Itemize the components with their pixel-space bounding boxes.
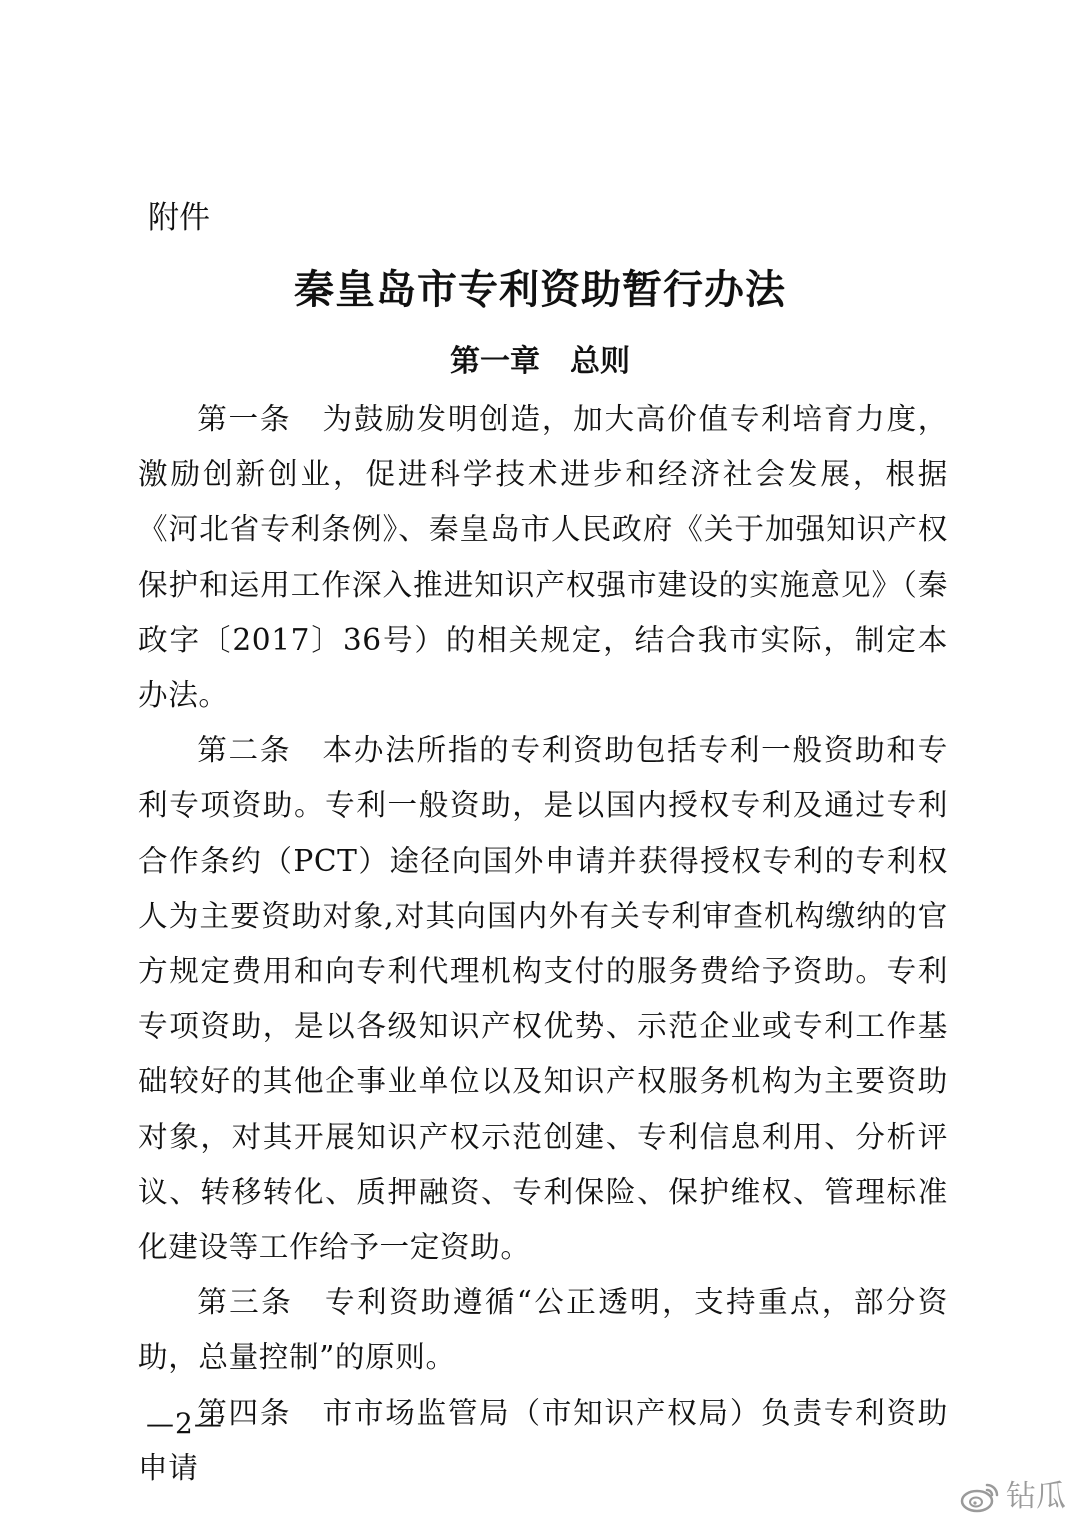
- article-label: 第一条: [197, 402, 292, 436]
- page-number: —2—: [146, 1407, 223, 1440]
- watermark: [960, 1477, 1066, 1517]
- article-2: [138, 723, 948, 1275]
- article-text: 为鼓励发明创造，加大高价值专利培育力度，激励创新创业，促进科学技术进步和经济社会发展，根据《河北省专利条例》、秦皇岛市人民政府《关于加强知识产权保护和运用工作深入推进知识产权强市建设的实施意见》（秦政字〔2017〕36号）的相关规定，结合我市实际，制定本办法。: [138, 402, 948, 713]
- weibo-icon: [960, 1481, 1000, 1513]
- article-label: 第四条: [197, 1395, 292, 1430]
- document-title: 秦皇岛市专利资助暂行办法: [294, 266, 786, 313]
- article-text: 本办法所指的专利资助包括专利一般资助和专利专项资助。专利一般资助，是以国内授权专利及通过专利合作条约（PCT）途径向国外申请并获得授权专利的专利权人为主要资助对象,对其向国内外有关专利审查机构缴纳的官方规定费用和向专利代理机构支付的服务费给予资助。专利专项资助，是以各级知识产权优势、示范企业或专利工作基础较好的其他企事业单位以及知识产权服务机构为主要资助对象，对其开展知识产权示范创建、专利信息利用、分析评议、转移转化、质押融资、专利保险、保护维权、管理标准化建设等工作给予一定资助。: [138, 733, 948, 1265]
- article-label: 第三条: [197, 1285, 294, 1320]
- document-body: [138, 392, 948, 1496]
- article-3: [138, 1275, 948, 1385]
- article-text: 市市场监管局（市知识产权局）负责专利资助申请: [138, 1395, 948, 1485]
- article-4: [138, 1386, 948, 1496]
- article-text: 专利资助遵循“公正透明，支持重点，部分资助，总量控制”的原则。: [138, 1285, 948, 1375]
- article-label: 第二条: [197, 733, 292, 768]
- attachment-label: 附件: [148, 200, 210, 236]
- watermark-text: 钻瓜: [1006, 1479, 1066, 1514]
- article-1: [138, 392, 948, 723]
- chapter-heading: 第一章 总则: [450, 344, 630, 379]
